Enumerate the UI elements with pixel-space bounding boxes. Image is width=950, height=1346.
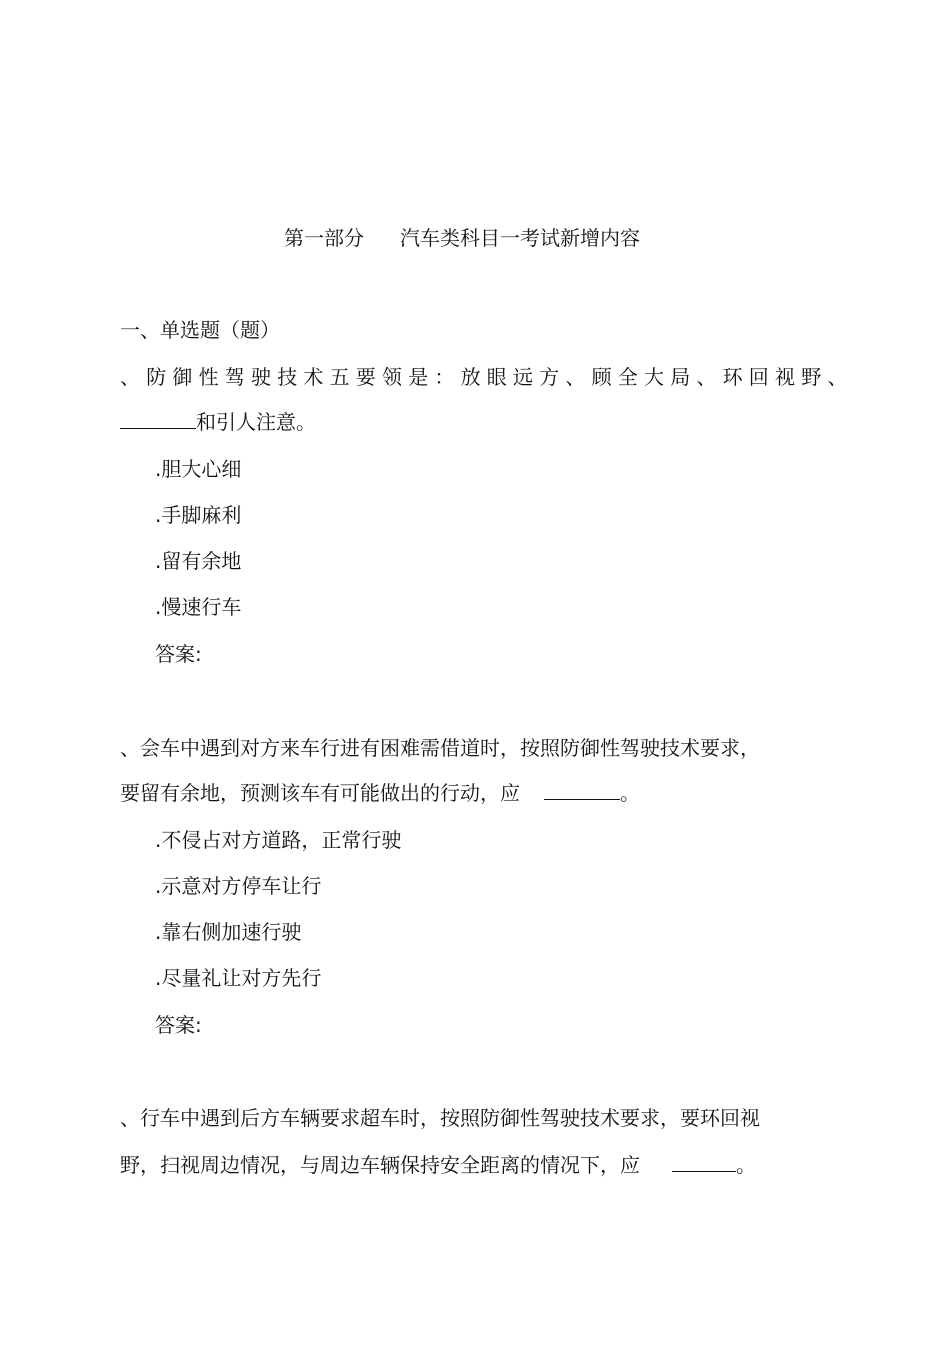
question-1-option-a: .胆大心细 [155, 457, 242, 481]
question-3-text: 、行车中遇到后方车辆要求超车时，按照防御性驾驶技术要求，要环回视 [120, 1106, 760, 1130]
answer-blank [672, 1153, 736, 1172]
question-1-option-c: .留有余地 [155, 549, 242, 573]
question-1-option-d: .慢速行车 [155, 595, 242, 619]
question-2-answer-label: 答案: [155, 1013, 202, 1037]
question-2-option-c: .靠右侧加速行驶 [155, 920, 302, 944]
question-1-text: 、防御性驾驶技术五要领是：放眼远方、顾全大局、环回视野、 [120, 365, 854, 389]
question-2-line2: 要留有余地，预测该车有可能做出的行动，应 [120, 781, 520, 805]
question-1-text-continued [120, 409, 316, 435]
section-heading: 一、单选题（题） [120, 318, 280, 342]
question-1-tail: 和引人注意。 [196, 410, 316, 434]
question-2-text-continued [120, 780, 640, 806]
question-3-text-continued [120, 1152, 756, 1178]
question-2-tail: 。 [620, 781, 640, 805]
title-subject: 汽车类科目一考试新增内容 [400, 226, 640, 250]
question-1-option-b: .手脚麻利 [155, 503, 242, 527]
question-1-answer-label: 答案: [155, 642, 202, 666]
answer-blank [120, 410, 196, 429]
question-3-tail: 。 [736, 1153, 756, 1177]
page-title [284, 225, 640, 251]
title-part-label: 第一部分 [284, 226, 364, 250]
question-2-text: 、会车中遇到对方来车行进有困难需借道时，按照防御性驾驶技术要求， [120, 736, 760, 760]
question-2-option-b: .示意对方停车让行 [155, 874, 322, 898]
question-3-line2: 野，扫视周边情况，与周边车辆保持安全距离的情况下，应 [120, 1153, 640, 1177]
question-2-option-a: .不侵占对方道路，正常行驶 [155, 828, 402, 852]
question-2-option-d: .尽量礼让对方先行 [155, 966, 322, 990]
answer-blank [544, 781, 620, 800]
